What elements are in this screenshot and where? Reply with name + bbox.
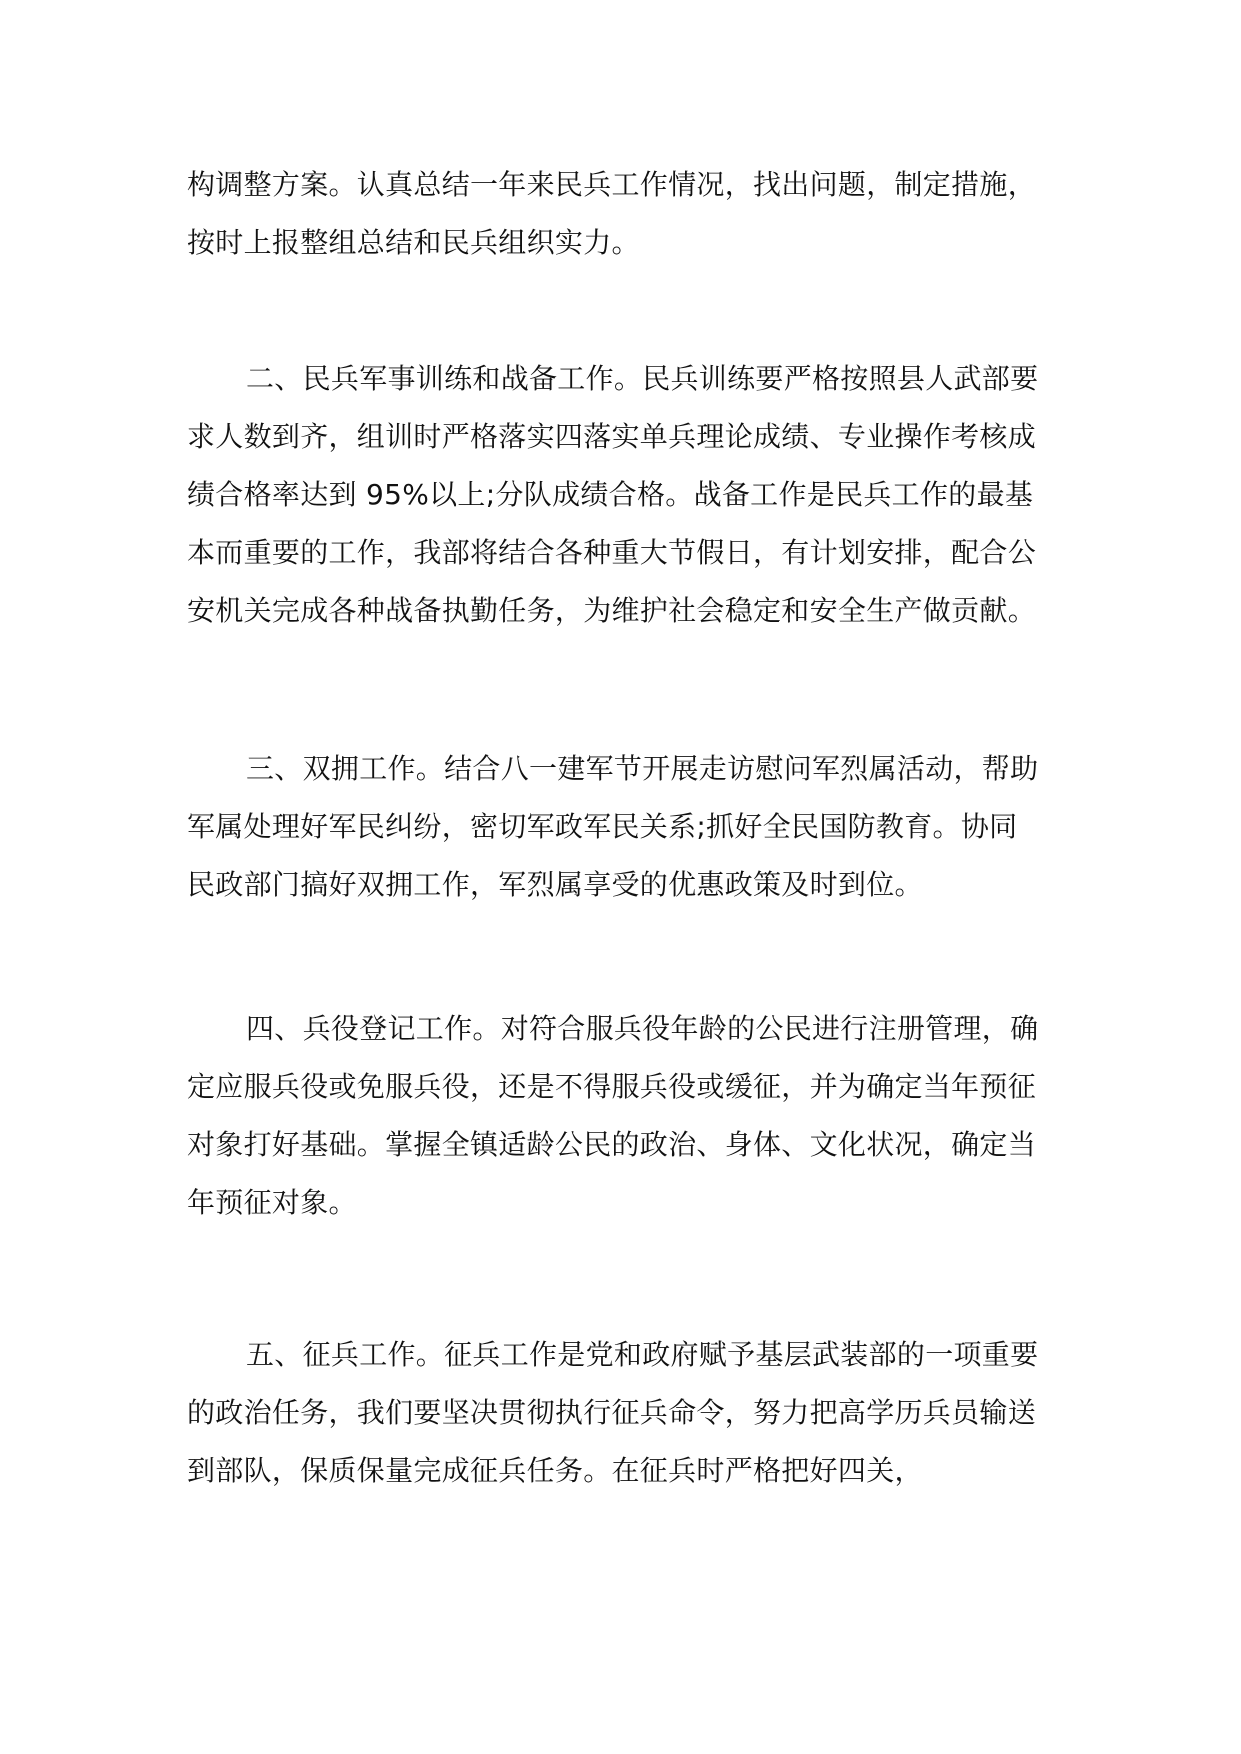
paragraph-conscription [187,1326,1067,1500]
text-line: 本而重要的工作，我部将结合各种重大节假日，有计划安排，配合公 [187,536,1037,569]
paragraph-service-registration [187,1000,1067,1232]
text-line: 军属处理好军民纠纷，密切军政军民关系;抓好全民国防教育。协同 [187,810,1018,843]
paragraph-shuangyong [187,740,1067,914]
text-line: 按时上报整组总结和民兵组织实力。 [187,226,640,259]
text-line: 五、征兵工作。征兵工作是党和政府赋予基层武装部的一项重要 [246,1338,1039,1371]
text-line: 定应服兵役或免服兵役，还是不得服兵役或缓征，并为确定当年预征 [187,1070,1037,1103]
text-line: 四、兵役登记工作。对符合服兵役年龄的公民进行注册管理，确 [246,1012,1039,1045]
text-line: 的政治任务，我们要坚决贯彻执行征兵命令，努力把高学历兵员输送 [187,1396,1037,1429]
text-line: 对象打好基础。掌握全镇适龄公民的政治、身体、文化状况，确定当 [187,1128,1037,1161]
text-line: 安机关完成各种战备执勤任务，为维护社会稳定和安全生产做贡献。 [187,594,1037,627]
text-line: 三、双拥工作。结合八一建军节开展走访慰问军烈属活动，帮助 [246,752,1039,785]
text-line: 二、民兵军事训练和战备工作。民兵训练要严格按照县人武部要 [246,362,1039,395]
paragraph-militia-training [187,350,1067,640]
text-line: 年预征对象。 [187,1186,357,1219]
text-line: 求人数到齐，组训时严格落实四落实单兵理论成绩、专业操作考核成 [187,420,1037,453]
text-line: 构调整方案。认真总结一年来民兵工作情况，找出问题，制定措施， [187,168,1037,201]
text-line: 到部队，保质保量完成征兵任务。在征兵时严格把好四关， [187,1454,923,1487]
text-line: 绩合格率达到 95%以上;分队成绩合格。战备工作是民兵工作的最基 [187,478,1034,511]
text-line: 民政部门搞好双拥工作，军烈属享受的优惠政策及时到位。 [187,868,923,901]
paragraph-org-adjustment [187,156,1067,272]
